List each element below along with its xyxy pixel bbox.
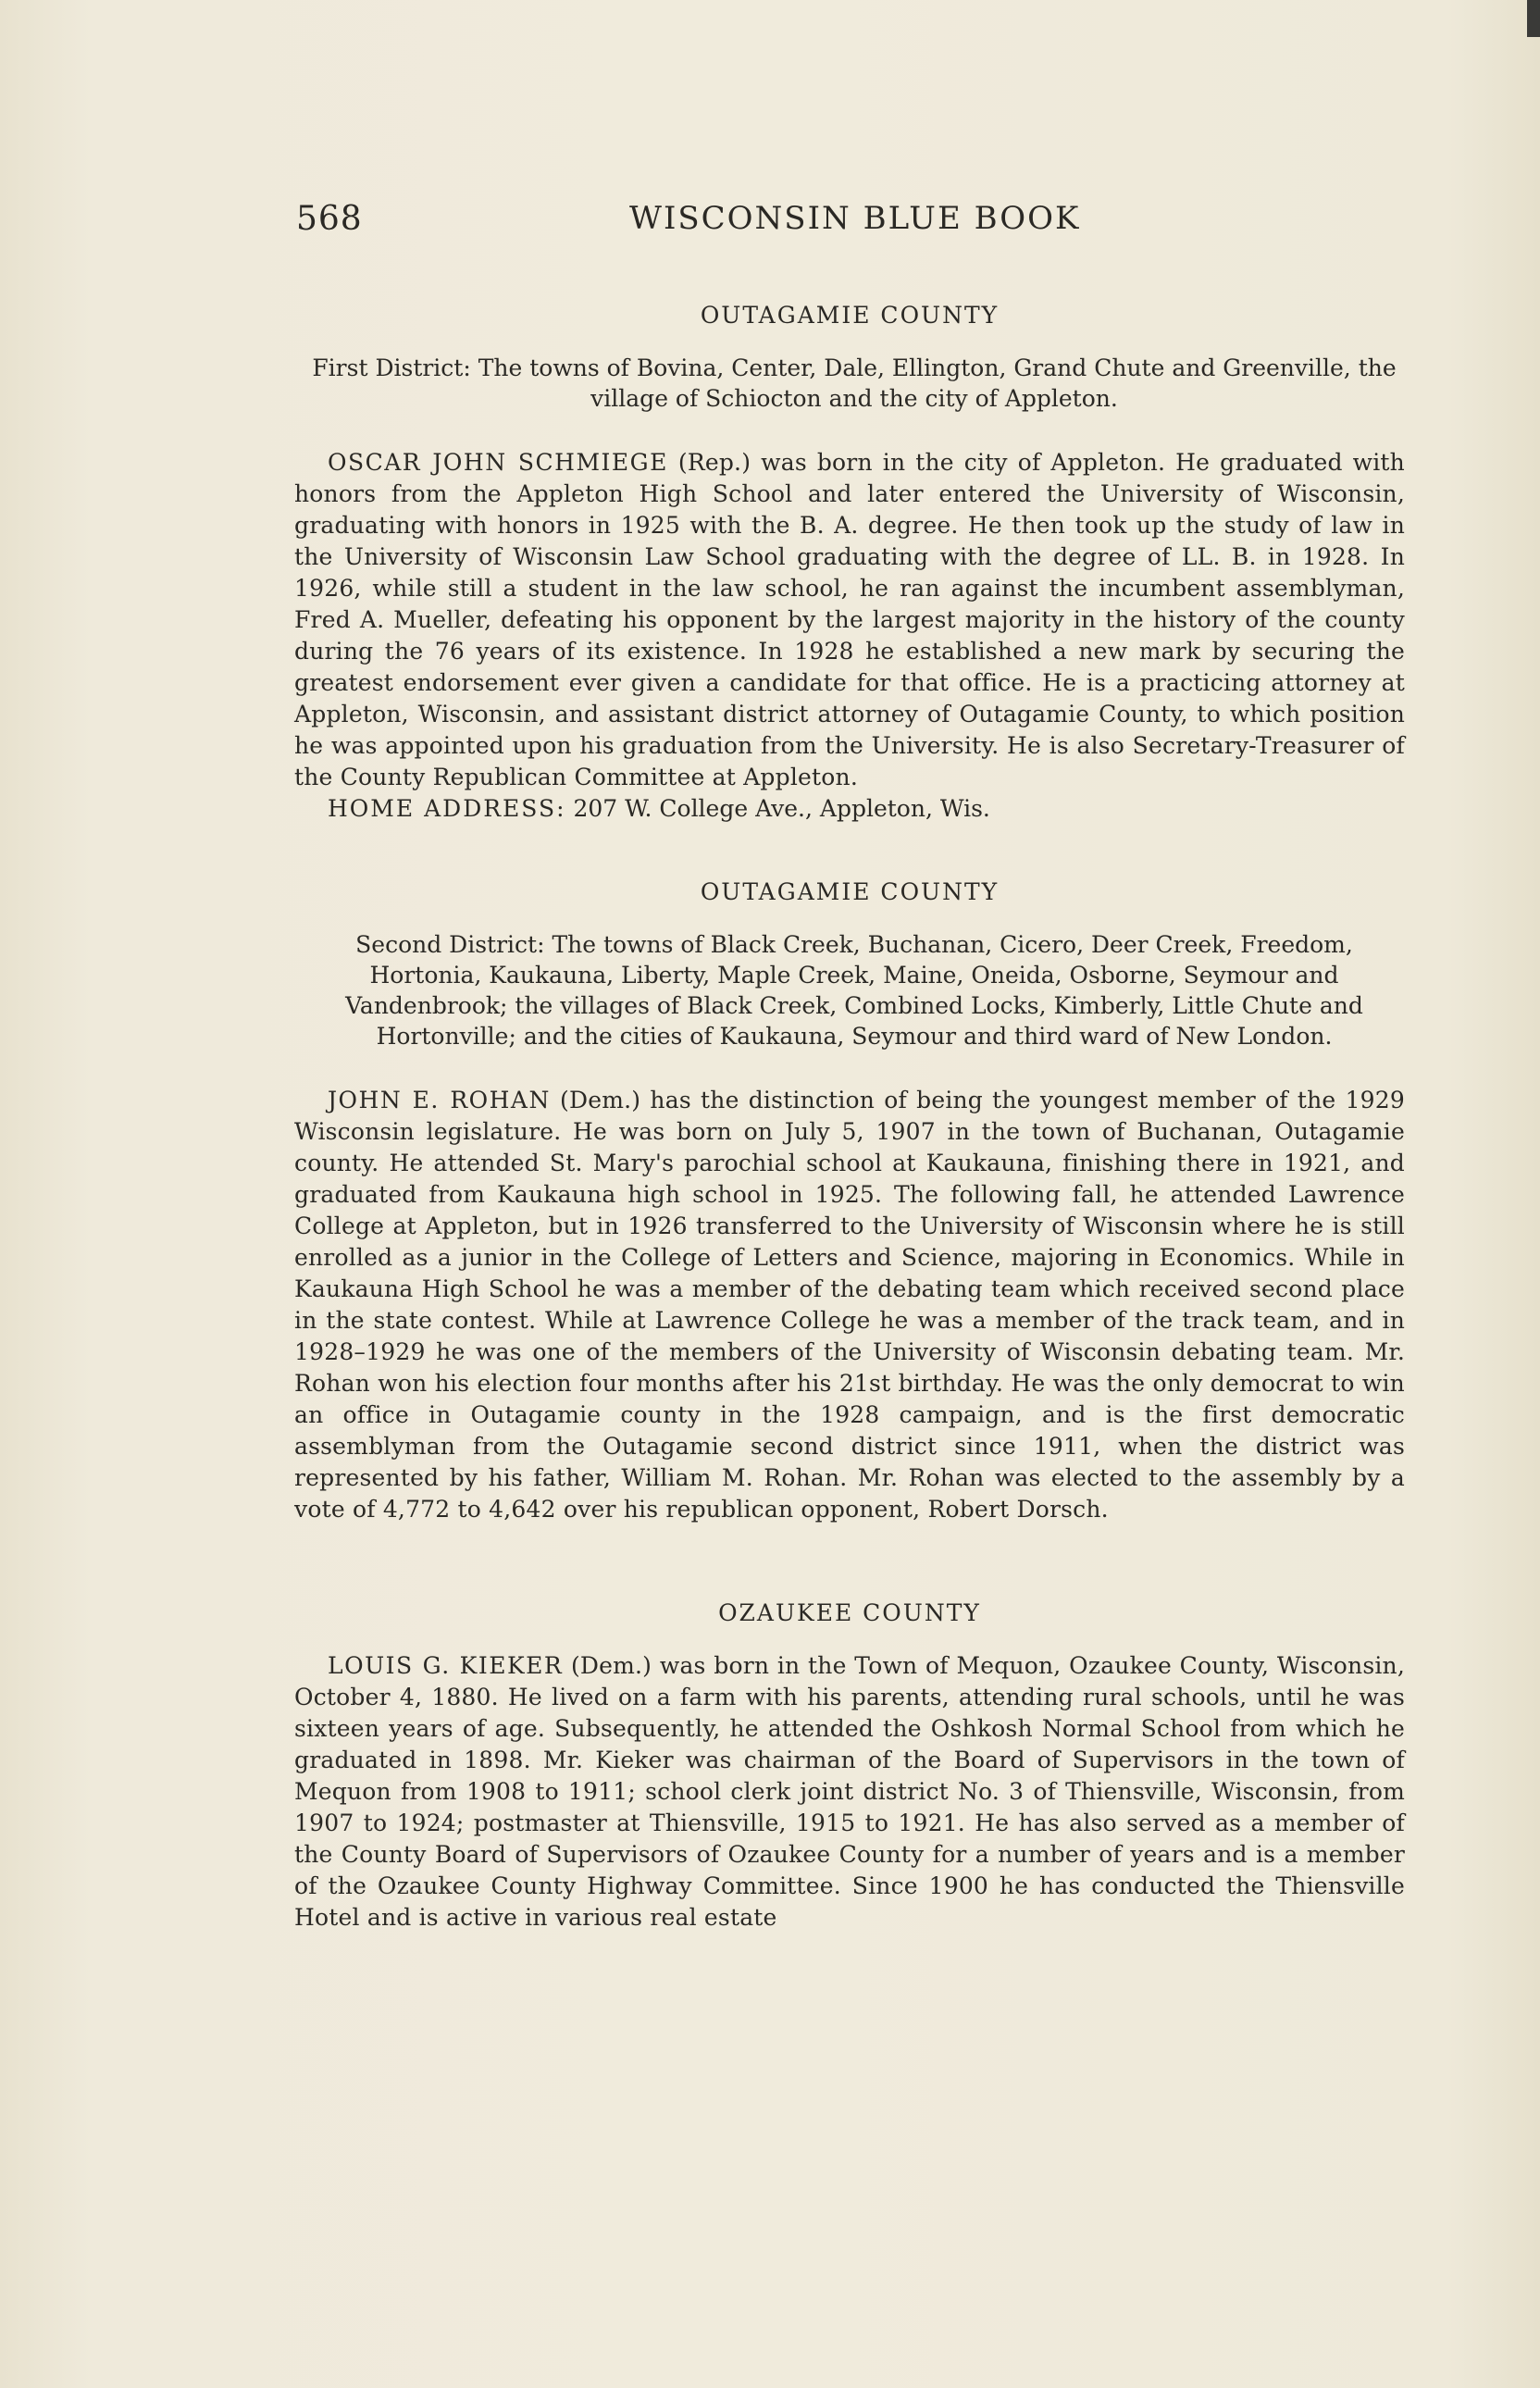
section-outagamie-first xyxy=(294,302,1405,825)
home-address xyxy=(294,793,1405,825)
page-number: 568 xyxy=(296,200,363,238)
section-heading: OZAUKEE COUNTY xyxy=(718,1599,981,1626)
page-content xyxy=(294,302,1405,1934)
member-name: LOUIS G. KIEKER xyxy=(328,1652,564,1679)
member-name: JOHN E. ROHAN xyxy=(328,1087,551,1113)
address-value: 207 W. College Ave., Appleton, Wis. xyxy=(573,795,990,822)
biography-text: was born in the Town of Mequon, Ozaukee County, Wisconsin, October 4, 1880. He lived on a farm with his parents, attending rural schools, until he was sixteen years of age. Subsequently, he attended the Oshkosh Normal School from which he graduated in 1898. Mr. Kieker was chairman of the Board of Supervisors in the town of Mequon from 1908 to 1911; school clerk joint district No. 3 of Thiensville, Wisconsin, from 1907 to 1924; postmaster at Thiensville, 1915 to 1921. He has also served as a member of the County Board of Supervisors of Ozaukee County for a number of years and is a member of the Ozaukee County Highway Committee. Since 1900 he has conducted the Thiensville Hotel and is active in various real estate xyxy=(294,1652,1406,1931)
address-label: HOME ADDRESS: xyxy=(328,795,566,822)
biography-text: has the distinction of being the youngest member of the 1929 Wisconsin legislature. He was born on July 5, 1907 in the town of Buchanan, Outagamie county. He attended St. Mary's parochial school at Kaukauna, finishing there in 1921, and graduated from Kaukauna high school in 1925. The following fall, he attended Lawrence College at Appleton, but in 1926 transferred to the University of Wisconsin where he is still enrolled as a junior in the College of Letters and Science, majoring in Economics. While in Kaukauna High School he was a member of the debating team which received second place in the state contest. While at Lawrence College he was a member of the track team, and in 1928–1929 he was one of the members of the University of Wisconsin debating team. Mr. Rohan won his election four months after his 21st birthday. He was the only democrat to win an office in Outagamie county in the 1928 campaign, and is the first democratic assemblyman from the Outagamie second district since 1911, when the district was represented by his father, William M. Rohan. Mr. Rohan was elected to the assembly by a vote of 4,772 to 4,642 over his republican opponent, Robert Dorsch. xyxy=(294,1087,1406,1523)
member-biography xyxy=(294,1085,1405,1525)
member-party: (Dem.) xyxy=(570,1652,652,1679)
section-heading: OUTAGAMIE COUNTY xyxy=(700,302,1000,329)
member-biography xyxy=(294,447,1405,793)
member-name: OSCAR JOHN SCHMIEGE xyxy=(328,449,668,476)
section-outagamie-second xyxy=(294,878,1405,1525)
member-biography xyxy=(294,1650,1405,1934)
running-title: WISCONSIN BLUE BOOK xyxy=(629,200,1081,237)
district-description: Second District: The towns of Black Creek, Buchanan, Cicero, Deer Creek, Freedom, Hortonia, Kaukauna, Liberty, Maple Creek, Maine, Oneida, Osborne, Seymour and Vandenbrook; the villages of Black Creek, Combined Locks, Kimberly, Little Chute and Hortonville; and the cities of Kaukauna, Seymour and third ward of New London. xyxy=(345,931,1363,1050)
spacer xyxy=(294,1525,1405,1599)
district-description: First District: The towns of Bovina, Center, Dale, Ellington, Grand Chute and Greenville, the village of Schiocton and the city of Appleton. xyxy=(312,354,1397,412)
section-heading: OUTAGAMIE COUNTY xyxy=(700,878,1000,905)
biography-text: was born in the city of Appleton. He graduated with honors from the Appleton High School and later entered the University of Wisconsin, graduating with honors in 1925 with the B. A. degree. He then took up the study of law in the University of Wisconsin Law School graduating with the degree of LL. B. in 1928. In 1926, while still a student in the law school, he ran against the incumbent assemblyman, Fred A. Mueller, defeating his opponent by the largest majority in the history of the county during the 76 years of its existence. In 1928 he established a new mark by securing the greatest endorsement ever given a candidate for that office. He is a practicing attorney at Appleton, Wisconsin, and assistant district attorney of Outagamie County, to which position he was appointed upon his graduation from the University. He is also Secretary-Treasurer of the County Republican Committee at Appleton. xyxy=(294,449,1405,790)
page-edge-shadow xyxy=(1527,0,1540,37)
section-ozaukee xyxy=(294,1599,1405,1934)
member-party: (Rep.) xyxy=(677,449,751,476)
page-header xyxy=(296,200,1407,246)
member-party: (Dem.) xyxy=(560,1087,641,1113)
